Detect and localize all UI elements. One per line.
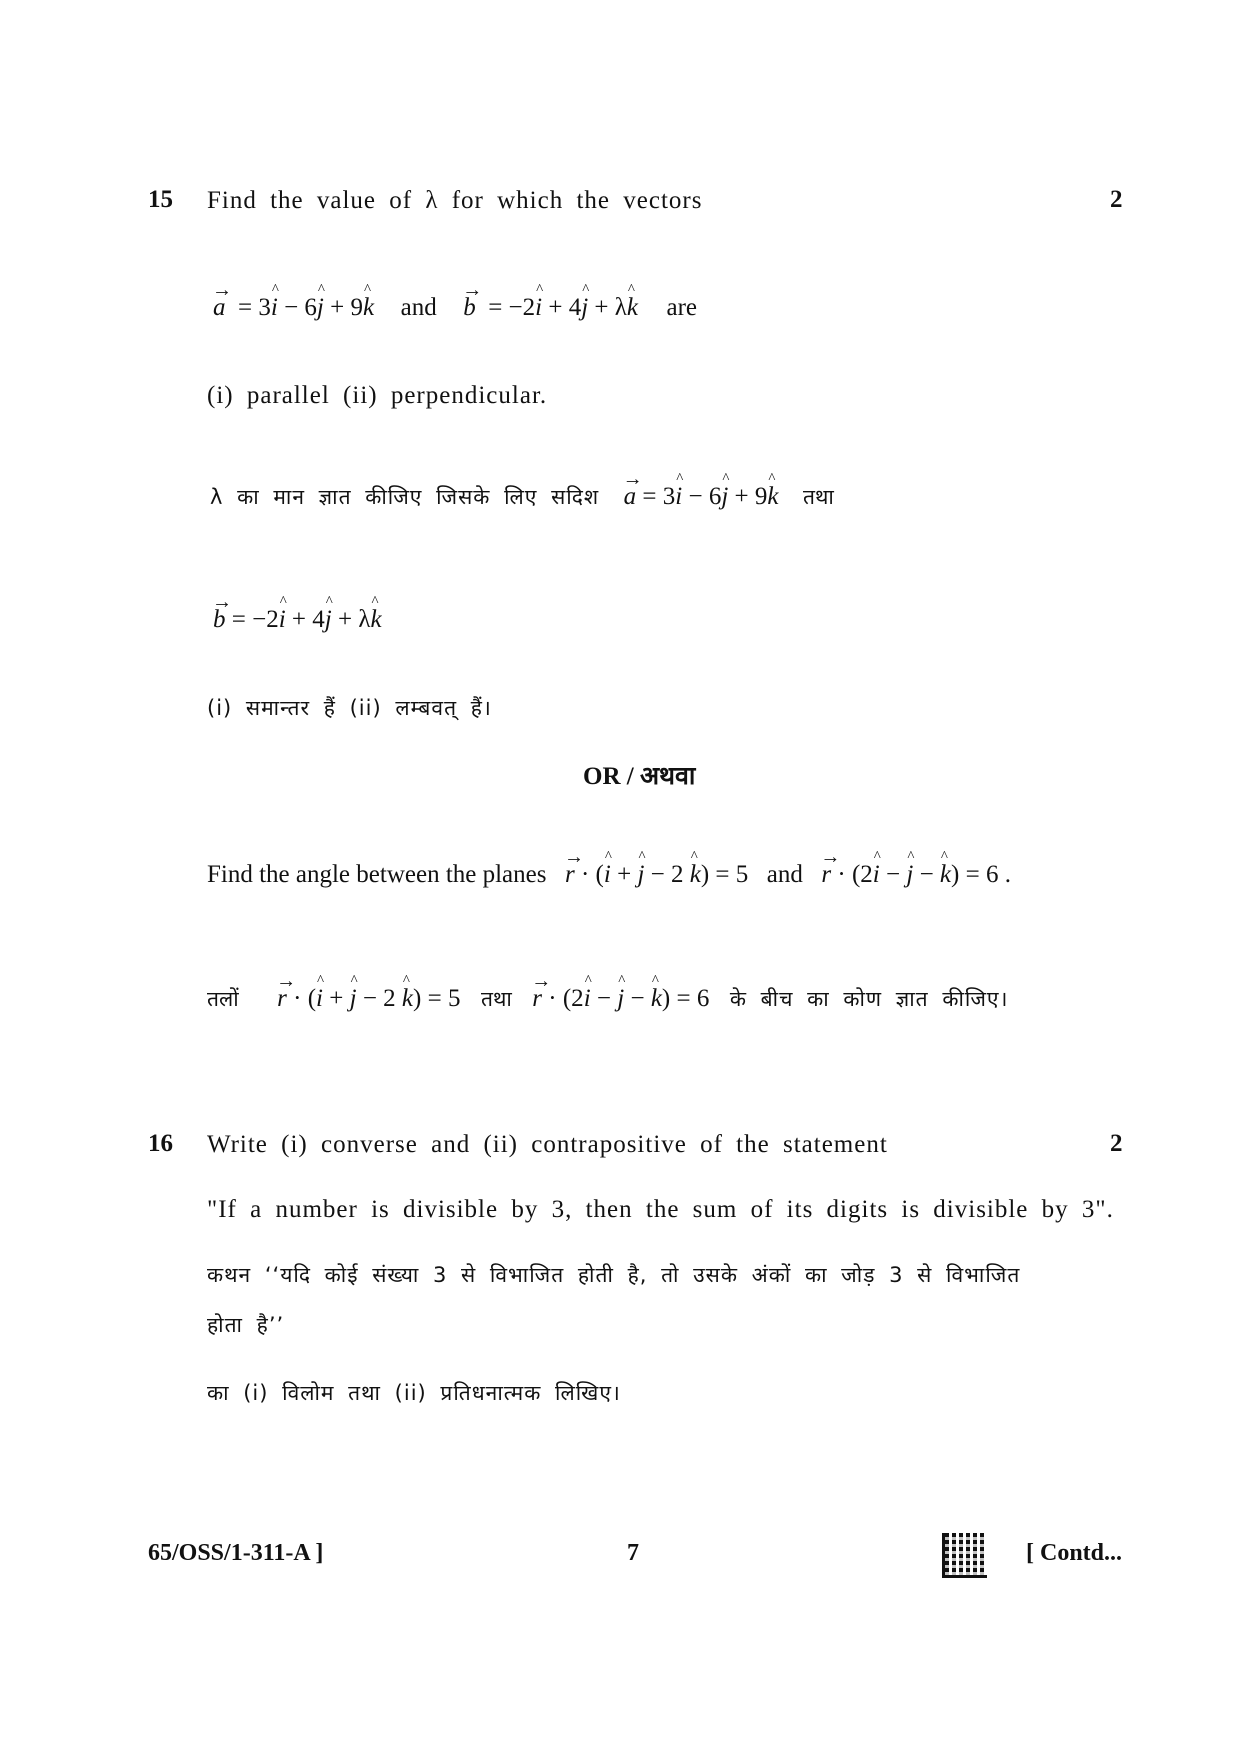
q15-hindi-parts: (i) समान्तर हैं (ii) लम्बवत् हैं। [207,696,492,720]
q15-marks: 2 [1110,186,1123,213]
q16-hindi-line2: होता है’’ [207,1313,285,1337]
contd-label: [ Contd... [1026,1540,1123,1566]
q15-hindi-prompt: λ का मान ज्ञात कीजिए जिसके लिए सदिश [210,485,600,509]
plane-1: → r · ( ^ i + ^ j − 2 ^ k) = 5 [563,846,749,888]
qr-code-icon [942,1533,987,1578]
q16-prompt: Write (i) converse and (ii) contrapositive of the statement [207,1131,888,1158]
hindi-plane-2: → r · (2 ^ i − ^ j − ^ k) = 6 [531,970,710,1012]
vector-b: → b [462,279,483,321]
q15-alt-hindi [207,970,1009,1014]
paper-code: 65/OSS/1-311-A ] [148,1540,324,1566]
hindi-conj: तथा [803,485,834,509]
question-number-16: 16 [148,1130,173,1157]
alt-hindi-conj: तथा [480,987,512,1011]
q15-hindi-line [210,468,834,512]
are-text: are [666,294,698,321]
alt-hindi-prefix: तलों [207,987,239,1011]
hindi-vector-b: → b = −2 ^ i + 4 ^ j + λ ^ k [212,591,382,633]
hindi-vector-a: → a = 3 ^ i − 6 ^ j + 9 ^ k [622,468,779,510]
q15-parts: (i) parallel (ii) perpendicular. [207,382,548,409]
q16-statement: "If a number is divisible by 3, then the sum of its digits is divisible by 3". [207,1196,1114,1223]
page-number: 7 [627,1540,639,1566]
alt-hindi-suffix: के बीच का कोण ज्ञात कीजिए। [729,987,1009,1011]
alt-prompt: Find the angle between the planes [207,861,547,888]
alt-and: and [766,861,803,888]
vector-a: → a [212,279,232,321]
vector-b-value: = −2 ^ i + 4 ^ j + λ ^ k [481,282,639,321]
or-divider: OR / अथवा [583,763,696,790]
q16-hindi-line3: का (i) विलोम तथा (ii) प्रतिधनात्मक लिखिए। [207,1381,621,1405]
hindi-plane-1: → r · ( ^ i + ^ j − 2 ^ k) = 5 [276,970,461,1012]
vector-a-value: = 3 ^ i − 6 ^ j + 9 ^ k [231,282,375,321]
q15-vectors-line [212,279,698,323]
q15-alt-english [207,846,1011,890]
q16-marks: 2 [1110,1130,1123,1157]
plane-2: → r · (2 ^ i − ^ j − ^ k) = 6 . [820,846,1011,888]
q15-prompt: Find the value of λ for which the vectors [207,187,703,214]
q16-hindi-line1: कथन ‘‘यदि कोई संख्या 3 से विभाजित होती है, तो उसके अंकों का जोड़ 3 से विभाजित [207,1263,1021,1287]
question-number-15: 15 [148,186,173,213]
and-text: and [400,294,437,321]
